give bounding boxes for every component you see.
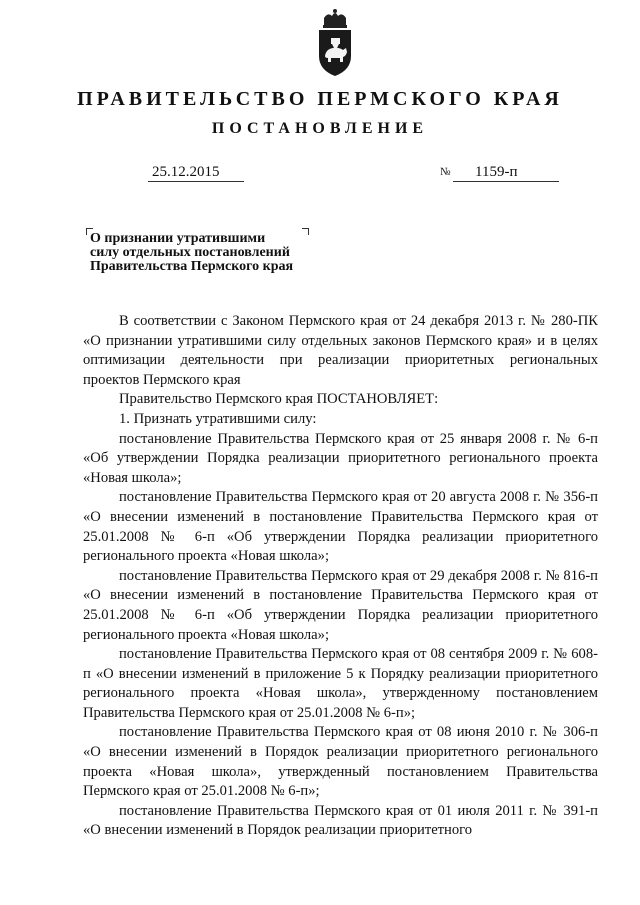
document-type: ПОСТАНОВЛЕНИЕ: [211, 120, 429, 137]
body-paragraph: 1. Признать утратившими силу:: [119, 410, 317, 427]
document-body: [83, 312, 598, 841]
perm-krai-coat-of-arms-icon: [312, 8, 358, 78]
body-paragraph: постановление Правительства Пермского края от 20 августа 2008 г. № 356-п «О внесении изменений в постановление Правительства Пермского края от 25.01.2008 № 6-п «Об утверждении Порядка реализации приоритетного регионального проекта «Новая школа»;: [83, 489, 598, 565]
government-title: ПРАВИТЕЛЬСТВО ПЕРМСКОГО КРАЯ: [77, 88, 563, 110]
body-paragraph: постановление Правительства Пермского края от 01 июля 2011 г. № 391-п «О внесении изменений в Порядок реализации приоритетного: [83, 802, 598, 839]
document-date: 25.12.2015: [148, 163, 244, 182]
body-paragraph: постановление Правительства Пермского края от 08 июня 2010 г. № 306-п «О внесении изменений в Порядок реализации приоритетного регионального проекта «Новая школа», утвержденный постановлением Правительства Пермского края от 25.01.2008 № 6-п»;: [83, 724, 598, 800]
document-number: 1159-п: [453, 163, 559, 182]
body-paragraph: В соответствии с Законом Пермского края от 24 декабря 2013 г. № 280-ПК «О признании утратившими силу отдельных законов Пермского края» и в целях оптимизации деятельности при реализации приоритетных региональных проектов Пермского края: [83, 313, 598, 388]
document-subject: [90, 232, 293, 274]
body-paragraph: постановление Правительства Пермского края от 29 декабря 2008 г. № 816-п «О внесении изменений в постановление Правительства Пермского края от 25.01.2008 № 6-п «Об утверждении Порядка реализации приоритетного регионального проекта «Новая школа»;: [83, 567, 598, 643]
subject-line: О признании утратившими: [90, 231, 266, 246]
body-paragraph: Правительство Пермского края ПОСТАНОВЛЯЕТ:: [119, 391, 439, 408]
subject-line: силу отдельных постановлений: [90, 245, 290, 260]
number-label: №: [440, 166, 451, 178]
subject-line: Правительства Пермского края: [90, 259, 294, 274]
subject-corner-right: [302, 228, 309, 235]
body-paragraph: постановление Правительства Пермского края от 08 сентября 2009 г. № 608-п «О внесении изменений в приложение 5 к Порядку реализации приоритетного регионального проекта «Новая школа», утвержденному постановлением Правительства Пермского края от 25.01.2008 № 6-п»;: [83, 646, 598, 721]
body-paragraph: постановление Правительства Пермского края от 25 января 2008 г. № 6-п «Об утверждении Порядка реализации приоритетного регионального проекта «Новая школа»;: [83, 430, 598, 486]
